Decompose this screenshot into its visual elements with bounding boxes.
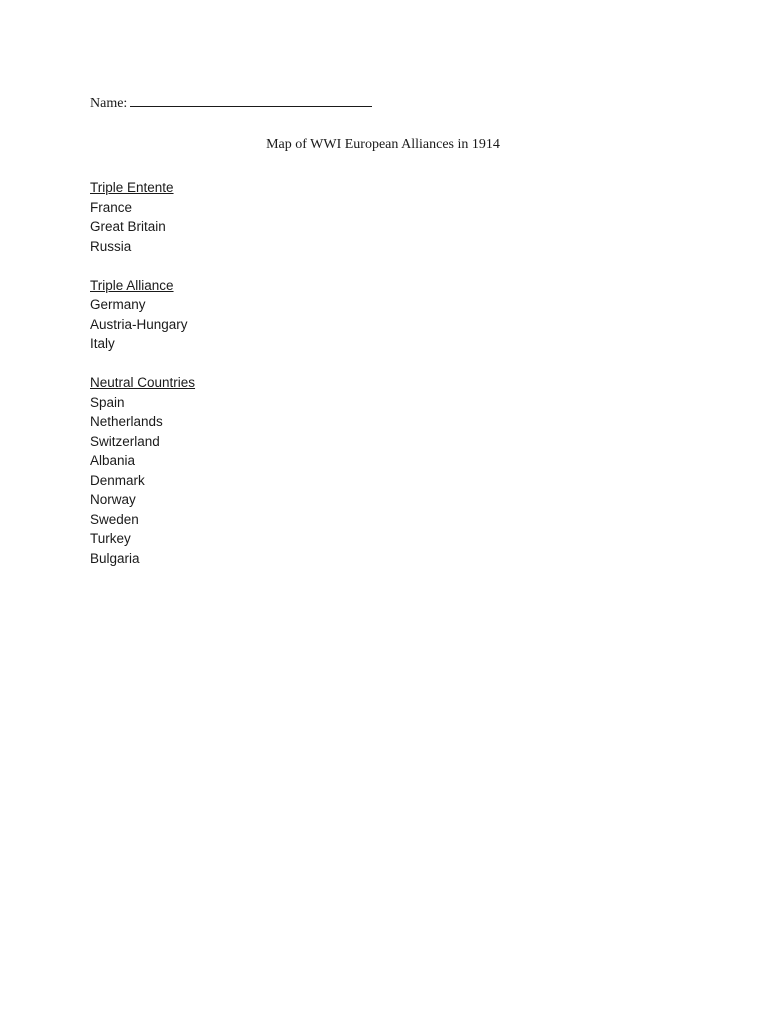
name-blank-line <box>130 93 372 107</box>
country-item: Norway <box>90 492 136 507</box>
country-item: Bulgaria <box>90 550 140 566</box>
group-triple-alliance <box>90 276 195 354</box>
country-item: Switzerland <box>90 433 160 449</box>
country-item: Albania <box>90 453 136 468</box>
country-item: France <box>90 199 133 215</box>
group-heading: Neutral Countries <box>90 375 196 390</box>
group-heading: Triple Entente <box>90 180 174 195</box>
name-label: Name: <box>90 96 128 111</box>
country-item: Russia <box>90 238 132 254</box>
country-item: Germany <box>90 297 146 312</box>
name-field <box>90 93 372 113</box>
group-neutral-countries <box>90 373 195 568</box>
group-heading: Triple Alliance <box>90 277 174 293</box>
country-item: Spain <box>90 394 125 410</box>
country-item: Sweden <box>90 511 139 527</box>
group-triple-entente <box>90 178 195 256</box>
country-item: Turkey <box>90 531 131 546</box>
page-title: Map of WWI European Alliances in 1914 <box>266 137 500 152</box>
country-item: Denmark <box>90 472 145 488</box>
alliance-groups <box>90 178 195 588</box>
country-item: Netherlands <box>90 414 163 429</box>
country-item: Italy <box>90 336 115 351</box>
country-item: Great Britain <box>90 219 166 234</box>
country-item: Austria-Hungary <box>90 316 188 332</box>
